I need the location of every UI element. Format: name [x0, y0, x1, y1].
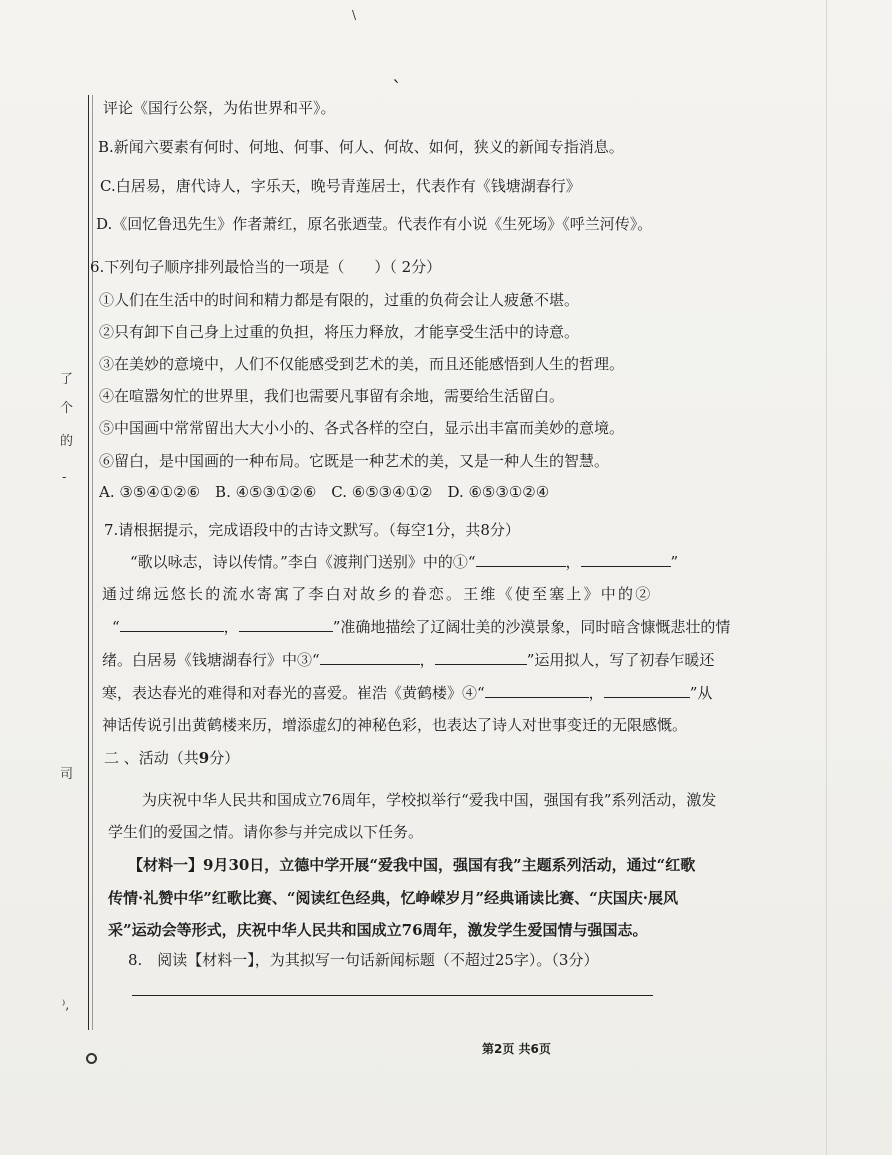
margin-char: ⁾, — [62, 998, 70, 1013]
question-7: 7.请根据提示，完成语段中的古诗文默写。（每空1分，共8分） — [104, 521, 520, 539]
section-title-text: 二 、活动（共 — [104, 749, 199, 767]
margin-char: 了 — [60, 372, 74, 387]
option-b: B.新闻六要素有何时、何地、何事、何人、何故、如何，狭义的新闻专指消息。 — [98, 138, 624, 156]
answer-blank[interactable] — [120, 617, 224, 632]
question-6: 6.下列句子顺序排列最恰当的一项是（ ）（ 2分） — [90, 258, 442, 276]
sentence-1: ①人们在生活中的时间和精力都是有限的，过重的负荷会让人疲惫不堪。 — [99, 291, 580, 309]
option-c: C.白居易，唐代诗人，字乐天，晚号青莲居士，代表作有《钱塘湖春行》 — [100, 177, 581, 195]
binding-hole — [86, 1053, 97, 1064]
q7-line-3 — [112, 617, 730, 637]
binding-margin-line-inner — [92, 95, 93, 1030]
material-1-line-2: 传情·礼赞中华”红歌比赛、“阅读红色经典，忆峥嵘岁月”经典诵读比赛、“庆国庆·展风 — [108, 889, 678, 907]
section-2-title — [104, 748, 239, 768]
section-score: 9 — [198, 749, 210, 767]
answer-blank[interactable] — [485, 683, 589, 698]
activity-intro-1: 为庆祝中华人民共和国成立76周年，学校拟举行“爱我中国，强国有我”系列活动，激发 — [142, 791, 717, 809]
material-1-line-3: 采”运动会等形式，庆祝中华人民共和国成立76周年，激发学生爱国情与强国志。 — [108, 921, 648, 939]
q7-text: ”准确地描绘了辽阔壮美的沙漠景象，同时暗含慷慨悲壮的情 — [332, 618, 731, 636]
answer-blank[interactable] — [239, 617, 333, 632]
activity-intro-2: 学生们的爱国之情。请你参与并完成以下任务。 — [108, 823, 424, 841]
margin-char: 个 — [60, 401, 74, 416]
q7-text: ， — [419, 651, 435, 669]
sentence-2: ②只有卸下自己身上过重的负担，将压力释放，才能享受生活中的诗意。 — [99, 323, 580, 341]
q7-text: ， — [223, 618, 239, 636]
q7-text: ”运用拟人，写了初春乍暖还 — [526, 651, 715, 669]
scan-mark-2: ` — [392, 76, 402, 100]
q7-text: ， — [588, 684, 604, 702]
question-8: 8. 阅读【材料一】，为其拟写一句话新闻标题（不超过25字）。（3分） — [128, 951, 599, 969]
scan-mark: \ — [352, 8, 357, 22]
q7-text: 寒，表达春光的难得和对春光的喜爱。崔浩《黄鹤楼》④“ — [102, 684, 485, 702]
option-d: D.《回忆鲁迅先生》作者萧红，原名张迺莹。代表作有小说《生死场》《呼兰河传》。 — [96, 215, 653, 233]
q6-options: A. ③⑤④①②⑥ B. ④⑤③①②⑥ C. ⑥⑤③④①② D. ⑥⑤③①②④ — [99, 483, 550, 501]
answer-blank[interactable] — [476, 552, 566, 567]
sentence-3: ③在美妙的意境中，人们不仅能感受到艺术的美，而且还能感悟到人生的哲理。 — [99, 355, 625, 373]
q7-line-2: 通过绵远悠长的流水寄寓了李白对故乡的眷恋。王维《使至塞上》中的② — [102, 585, 653, 603]
q7-line-4 — [102, 650, 714, 670]
q7-line-6: 神话传说引出黄鹤楼来历，增添虚幻的神秘色彩，也表达了诗人对世事变迁的无限感慨。 — [102, 716, 688, 734]
q7-text: 绪。白居易《钱塘湖春行》中③“ — [102, 651, 320, 669]
q7-text: ， — [565, 553, 581, 571]
q7-text: ”从 — [689, 684, 713, 702]
q7-text: ” — [670, 553, 679, 571]
answer-blank[interactable] — [320, 650, 420, 665]
material-1-line-1: 【材料一】9月30日，立德中学开展“爱我中国，强国有我”主题系列活动，通过“红歌 — [128, 856, 696, 874]
margin-char: 的 — [60, 434, 74, 449]
margin-dash: - — [62, 470, 67, 485]
answer-blank[interactable] — [604, 683, 690, 698]
sentence-4: ④在喧嚣匆忙的世界里，我们也需要凡事留有余地，需要给生活留白。 — [99, 387, 565, 405]
q7-text: “ — [112, 618, 120, 636]
margin-char: 司 — [60, 767, 74, 782]
q7-line-1 — [130, 552, 678, 572]
q7-line-5 — [102, 683, 712, 703]
binding-margin-line — [88, 95, 89, 1030]
answer-blank[interactable] — [435, 650, 527, 665]
page-number: 第2页 共6页 — [482, 1042, 551, 1056]
sentence-5: ⑤中国画中常常留出大大小小的、各式各样的空白，显示出丰富而美妙的意境。 — [99, 419, 625, 437]
answer-blank[interactable] — [581, 552, 671, 567]
section-title-text: 分） — [209, 749, 240, 767]
q8-answer-line[interactable] — [132, 995, 653, 996]
page-fold-line — [826, 0, 827, 1155]
text-line: 评论《国行公祭，为佑世界和平》。 — [103, 99, 336, 117]
q7-text: “歌以咏志，诗以传情。”李白《渡荆门送别》中的①“ — [130, 553, 476, 571]
sentence-6: ⑥留白，是中国画的一种布局。它既是一种艺术的美，又是一种人生的智慧。 — [99, 452, 610, 470]
